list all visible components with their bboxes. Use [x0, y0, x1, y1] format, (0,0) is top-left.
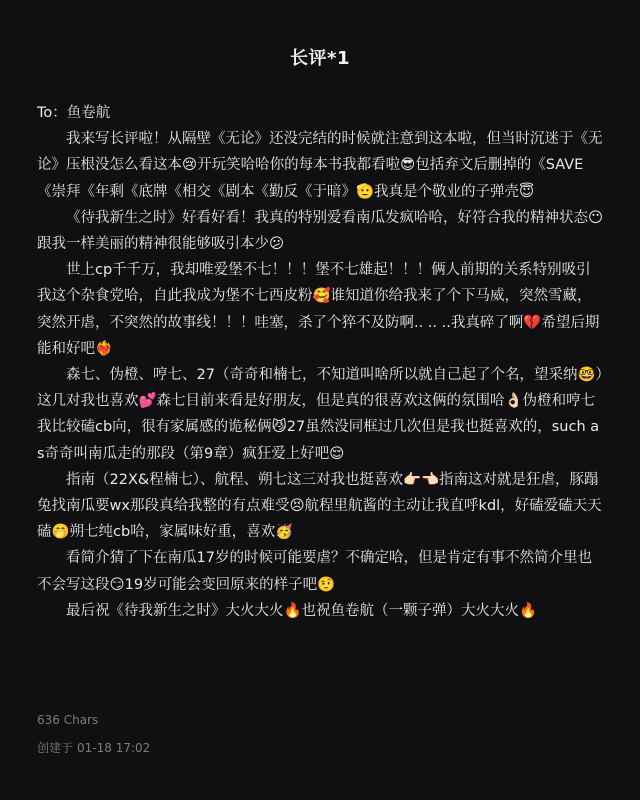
paragraph-7: 最后祝《待我新生之时》大火大火🔥也祝鱼卷航（一颗子弹）大火大火🔥 [66, 602, 538, 619]
paragraph-6: 看简介猜了下在南瓜17岁的时候可能要虐？不确定哈，但是肯定有事不然简介里也不会写这段😏19岁可能会变回原来的样子吧🤨 [37, 550, 592, 593]
created-label: 创建于 [37, 741, 74, 755]
created-time: 01-18 17:02 [77, 741, 151, 755]
paragraph-1: 我来写长评啦！从隔壁《无论》还没完结的时候就注意到这本啦，但当时沉迷于《无论》压根没怎么看这本😢开玩笑哈哈你的每本书我都看啦😎包括弃文后删掉的《SAVE《崇拜《年剩《底牌《相交《剧本《勤反《于暗》🫡我真是个敬业的子弹壳😇 [37, 131, 603, 200]
paragraph-5: 指南（22X&程楠七）、航程、朔七这三对我也挺喜欢👉🏻👈🏻指南这对就是狂虐，豚蹋兔找南瓜要wx那段真给我整的有点难受😣航程里航酱的主动让我直呼kdl，好磕爱磕天天磕🤭朔七纯cb哈，家属味好重，喜欢🥳 [37, 471, 602, 541]
paragraph-3: 世上cp千千万，我却唯爱堡不七！！！堡不七雄起！！！俩人前期的关系特别吸引我这个杂食党哈，自此我成为堡不七西皮粉🥰谁知道你给我来了个下马威，突然雪藏，突然开虐，不突然的故事线！！！哇塞，杀了个猝不及防啊.. .. ..我真碎了啊💔希望后期能和好吧❤️‍🔥 [37, 262, 600, 357]
paragraph-4: 森七、伪橙、哼七、27（奇奇和楠七，不知道叫啥所以就自己起了个名，望采纳🤓）这几对我也喜欢💕森七目前来看是好朋友，但是真的很喜欢这俩的氛围哈👌🏻伪橙和哼七我比较磕cb向，很有家属感的诡秘俩😼27虽然没同框过几次但是我也挺喜欢的，such as奇奇叫南瓜走的那段（第9章）疯狂爱上好吧😌 [37, 367, 603, 462]
note-title: 长评*1 [290, 48, 350, 69]
note-body[interactable] [37, 100, 605, 624]
char-count: 636 Chars [37, 713, 99, 727]
paragraph-2: 《待我新生之时》好看好看！我真的特别爱看南瓜发疯哈哈，好符合我的精神状态😶跟我一样美丽的精神很能够吸引本少😕 [37, 209, 604, 253]
salutation-line: To：鱼卷航 [37, 105, 111, 121]
created-timestamp [37, 739, 154, 756]
